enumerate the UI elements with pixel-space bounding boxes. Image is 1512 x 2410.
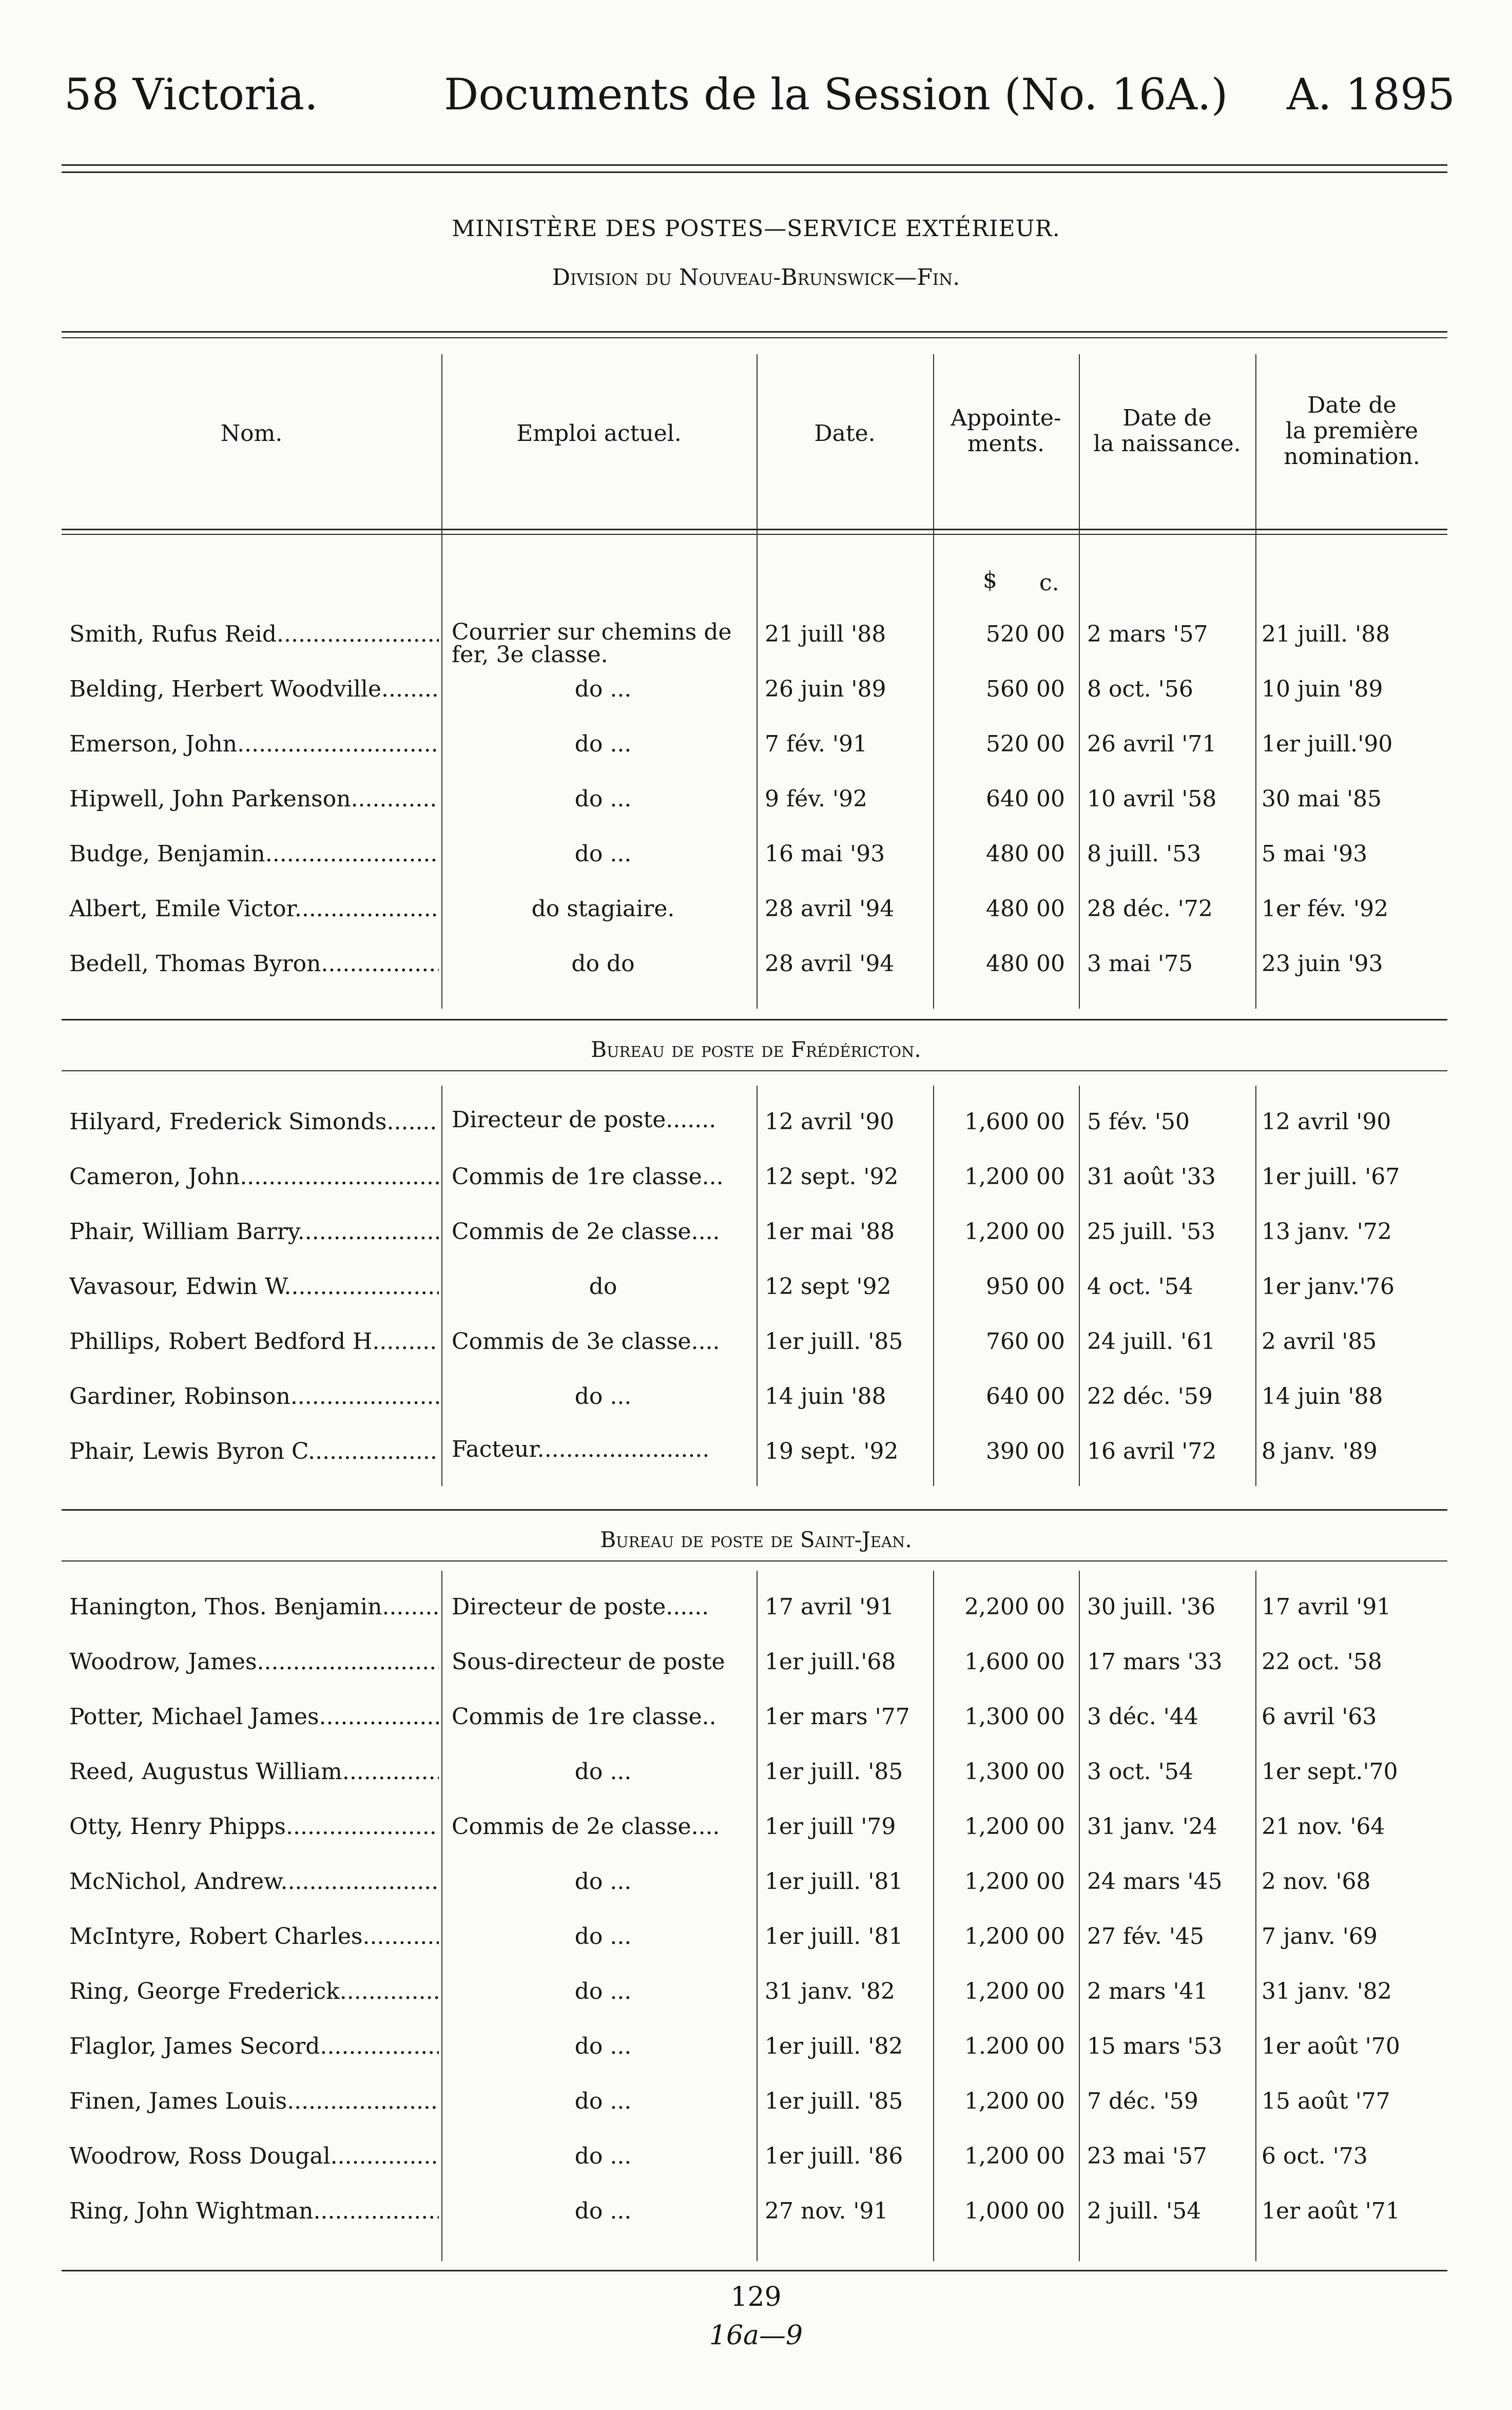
- nomination-date-cell: 17 avril '91: [1262, 1594, 1391, 1620]
- date-cell: 28 avril '94: [765, 951, 895, 977]
- nomination-date-cell: 1er août '71: [1262, 2198, 1400, 2224]
- name-cell: Woodrow, Ross Dougal .....: [69, 2143, 439, 2169]
- date-cell: 1er juill. '86: [765, 2143, 903, 2169]
- nomination-date-cell: 31 janv. '82: [1262, 1978, 1392, 2004]
- nomination-date-cell: 5 mai '93: [1262, 841, 1368, 867]
- table-row: [0, 1978, 1512, 2014]
- session-year-label: 58 Victoria.: [64, 69, 318, 120]
- date-cell: 12 sept '92: [765, 1274, 891, 1300]
- birth-date-cell: 31 janv. '24: [1087, 1814, 1217, 1840]
- table-row: [0, 786, 1512, 822]
- footer-rule: [62, 2270, 1447, 2271]
- nomination-date-cell: 1er sept.'70: [1262, 1759, 1398, 1785]
- position-cell: Commis de 2e classe....: [452, 1219, 720, 1245]
- birth-date-cell: 24 juill. '61: [1087, 1328, 1216, 1355]
- name-cell: Albert, Emile Victor .....: [69, 896, 439, 922]
- name-cell: Phair, William Barry .....: [69, 1219, 439, 1245]
- salary-cell: 950 00: [986, 1274, 1065, 1300]
- name-cell: Gardiner, Robinson .....: [69, 1383, 439, 1410]
- name-cell: McNichol, Andrew .....: [69, 1868, 439, 1895]
- position-cell: do ...: [574, 1978, 632, 2004]
- date-cell: 27 nov. '91: [765, 2198, 888, 2224]
- birth-date-cell: 2 mars '41: [1087, 1978, 1208, 2004]
- name-cell: Smith, Rufus Reid .....: [69, 621, 439, 647]
- position-cell: do ...: [574, 841, 632, 867]
- position-cell: Sous-directeur de poste: [452, 1649, 725, 1675]
- position-cell: Directeur de poste.......: [452, 1107, 716, 1133]
- date-cell: 12 sept. '92: [765, 1164, 899, 1190]
- table-row: [0, 2198, 1512, 2234]
- cents-unit: c.: [1039, 570, 1059, 596]
- salary-cell: 1,200 00: [964, 1219, 1065, 1245]
- table-row: [0, 1219, 1512, 1255]
- table-row: [0, 1594, 1512, 1630]
- position-cell: do ...: [574, 731, 632, 757]
- position-cell: Facteur........................: [452, 1436, 710, 1462]
- nomination-date-cell: 23 juin '93: [1262, 951, 1383, 977]
- column-header-date: Date.: [814, 420, 876, 447]
- salary-cell: 2,200 00: [964, 1594, 1065, 1620]
- signature-mark: 16a—9: [709, 2320, 803, 2351]
- page-number: 129: [730, 2282, 782, 2312]
- birth-date-cell: 7 déc. '59: [1087, 2088, 1198, 2114]
- name-cell: Vavasour, Edwin W. .....: [69, 1274, 439, 1300]
- name-cell: Phillips, Robert Bedford H. .....: [69, 1328, 439, 1355]
- name-cell: Hipwell, John Parkenson .....: [69, 786, 439, 812]
- birth-date-cell: 2 mars '57: [1087, 621, 1208, 647]
- date-cell: 9 fév. '92: [765, 786, 867, 812]
- salary-cell: 520 00: [986, 621, 1065, 647]
- table-row: [0, 2143, 1512, 2179]
- salary-cell: 480 00: [986, 841, 1065, 867]
- position-cell: do ...: [574, 1759, 632, 1785]
- position-cell: do ...: [574, 1383, 632, 1410]
- table-row: [0, 1868, 1512, 1904]
- birth-date-cell: 8 oct. '56: [1087, 676, 1193, 702]
- salary-cell: 1,200 00: [964, 1164, 1065, 1190]
- birth-date-cell: 15 mars '53: [1087, 2033, 1223, 2059]
- salary-cell: 560 00: [986, 676, 1065, 702]
- birth-date-cell: 30 juill. '36: [1087, 1594, 1216, 1620]
- nomination-date-cell: 6 oct. '73: [1262, 2143, 1368, 2169]
- date-cell: 12 avril '90: [765, 1109, 895, 1135]
- page-header: [49, 69, 1455, 126]
- salary-cell: 1.200 00: [964, 2033, 1065, 2059]
- date-cell: 21 juill '88: [765, 621, 886, 647]
- position-cell: do ...: [574, 1868, 632, 1895]
- date-cell: 1er juill. '81: [765, 1868, 903, 1895]
- salary-cell: 760 00: [986, 1328, 1065, 1355]
- header-rule-bottom: [62, 171, 1447, 173]
- birth-date-cell: 16 avril '72: [1087, 1438, 1217, 1464]
- table-row: [0, 896, 1512, 932]
- salary-cell: 1,200 00: [964, 1868, 1065, 1895]
- name-cell: Ring, George Frederick .....: [69, 1978, 439, 2004]
- position-cell: do ...: [574, 1923, 632, 1950]
- table-row: [0, 1383, 1512, 1419]
- date-cell: 16 mai '93: [765, 841, 885, 867]
- table-row: [0, 1649, 1512, 1685]
- salary-cell: 480 00: [986, 896, 1065, 922]
- table-row: [0, 1274, 1512, 1309]
- table-row: [0, 619, 1512, 668]
- salary-cell: 1,200 00: [964, 1978, 1065, 2004]
- name-cell: Ring, John Wightman .....: [69, 2198, 439, 2224]
- position-cell: do ...: [574, 2143, 632, 2169]
- birth-date-cell: 17 mars '33: [1087, 1649, 1223, 1675]
- name-cell: Reed, Augustus William .....: [69, 1759, 439, 1785]
- name-cell: Budge, Benjamin .....: [69, 841, 439, 867]
- position-cell: do stagiaire.: [531, 896, 675, 922]
- column-header-emploi: Emploi actuel.: [516, 420, 682, 447]
- document-title: Documents de la Session (No. 16A.): [444, 69, 1228, 120]
- salary-cell: 520 00: [986, 731, 1065, 757]
- nomination-date-cell: 1er janv.'76: [1262, 1274, 1394, 1300]
- section-rule: [62, 1509, 1447, 1511]
- birth-date-cell: 27 fév. '45: [1087, 1923, 1204, 1950]
- column-header-appointements: Appointe- ments.: [951, 405, 1061, 457]
- date-cell: 17 avril '91: [765, 1594, 895, 1620]
- table-row: [0, 676, 1512, 712]
- table-row: [0, 1328, 1512, 1364]
- name-cell: Hilyard, Frederick Simonds .....: [69, 1109, 439, 1135]
- header-rule-top: [62, 164, 1447, 166]
- date-cell: 28 avril '94: [765, 896, 895, 922]
- birth-date-cell: 3 déc. '44: [1087, 1704, 1198, 1730]
- position-cell: do: [589, 1274, 617, 1300]
- date-cell: 26 juin '89: [765, 676, 886, 702]
- table-row: [0, 2033, 1512, 2069]
- position-cell: do ...: [574, 2033, 632, 2059]
- nomination-date-cell: 10 juin '89: [1262, 676, 1383, 702]
- name-cell: Flaglor, James Secord .....: [69, 2033, 439, 2059]
- birth-date-cell: 10 avril '58: [1087, 786, 1217, 812]
- name-cell: McIntyre, Robert Charles .....: [69, 1923, 439, 1950]
- date-cell: 7 fév. '91: [765, 731, 867, 757]
- nomination-date-cell: 22 oct. '58: [1262, 1649, 1382, 1675]
- position-cell: Commis de 1re classe...: [452, 1164, 724, 1190]
- position-cell: Commis de 2e classe....: [452, 1814, 720, 1840]
- nomination-date-cell: 7 janv. '69: [1262, 1923, 1378, 1950]
- birth-date-cell: 23 mai '57: [1087, 2143, 1208, 2169]
- name-cell: Finen, James Louis .....: [69, 2088, 439, 2114]
- table-row: [0, 841, 1512, 877]
- nomination-date-cell: 12 avril '90: [1262, 1109, 1391, 1135]
- salary-cell: 1,600 00: [964, 1649, 1065, 1675]
- nomination-date-cell: 2 avril '85: [1262, 1328, 1377, 1355]
- column-header-nomination: Date de la première nomination.: [1284, 392, 1420, 470]
- name-cell: Potter, Michael James .....: [69, 1704, 439, 1730]
- nomination-date-cell: 30 mai '85: [1262, 786, 1382, 812]
- section-rule: [62, 1019, 1447, 1020]
- document-year: A. 1895: [1287, 69, 1455, 120]
- table-header-rule-a: [62, 529, 1447, 530]
- nomination-date-cell: 1er fév. '92: [1262, 896, 1389, 922]
- date-cell: 1er mai '88: [765, 1219, 895, 1245]
- position-cell: Commis de 3e classe....: [452, 1328, 720, 1355]
- position-cell: Commis de 1re classe..: [452, 1704, 716, 1730]
- nomination-date-cell: 14 juin '88: [1262, 1383, 1383, 1410]
- date-cell: 31 janv. '82: [765, 1978, 895, 2004]
- section-title: Bureau de poste de Frédéricton.: [591, 1037, 921, 1062]
- date-cell: 1er juill. '81: [765, 1923, 903, 1950]
- birth-date-cell: 4 oct. '54: [1087, 1274, 1193, 1300]
- table-row: [0, 1109, 1512, 1145]
- salary-cell: 1,200 00: [964, 1814, 1065, 1840]
- name-cell: Hanington, Thos. Benjamin. .....: [69, 1594, 439, 1620]
- birth-date-cell: 8 juill. '53: [1087, 841, 1201, 867]
- nomination-date-cell: 21 juill. '88: [1262, 621, 1390, 647]
- salary-cell: 1,600 00: [964, 1109, 1065, 1135]
- salary-cell: 1,200 00: [964, 2088, 1065, 2114]
- table-row: [0, 951, 1512, 987]
- name-cell: Otty, Henry Phipps .....: [69, 1814, 439, 1840]
- birth-date-cell: 25 juill. '53: [1087, 1219, 1216, 1245]
- salary-cell: 1,200 00: [964, 1923, 1065, 1950]
- nomination-date-cell: 15 août '77: [1262, 2088, 1390, 2114]
- table-rule-top-b: [62, 337, 1447, 338]
- birth-date-cell: 26 avril '71: [1087, 731, 1217, 757]
- table-row: [0, 1704, 1512, 1740]
- position-cell: do ...: [574, 786, 632, 812]
- date-cell: 1er juill. '85: [765, 1328, 903, 1355]
- date-cell: 1er juill. '85: [765, 2088, 903, 2114]
- salary-cell: 640 00: [986, 1383, 1065, 1410]
- table-row: [0, 2088, 1512, 2124]
- position-cell: do ...: [574, 2198, 632, 2224]
- nomination-date-cell: 2 nov. '68: [1262, 1868, 1371, 1895]
- nomination-date-cell: 8 janv. '89: [1262, 1438, 1378, 1464]
- birth-date-cell: 3 oct. '54: [1087, 1759, 1193, 1785]
- table-row: [0, 1759, 1512, 1795]
- ministry-title: MINISTÈRE DES POSTES—SERVICE EXTÉRIEUR.: [452, 216, 1060, 242]
- nomination-date-cell: 1er juill. '67: [1262, 1164, 1400, 1190]
- birth-date-cell: 3 mai '75: [1087, 951, 1193, 977]
- date-cell: 1er juill. '82: [765, 2033, 903, 2059]
- table-row: [0, 1164, 1512, 1200]
- table-row: [0, 1923, 1512, 1959]
- birth-date-cell: 22 déc. '59: [1087, 1383, 1213, 1410]
- table-row: [0, 1814, 1512, 1849]
- salary-cell: 640 00: [986, 786, 1065, 812]
- dollar-unit: $: [983, 567, 997, 593]
- section-title-rule: [62, 1560, 1447, 1561]
- name-cell: Phair, Lewis Byron C .....: [69, 1438, 439, 1464]
- birth-date-cell: 31 août '33: [1087, 1164, 1216, 1190]
- name-cell: Emerson, John .....: [69, 731, 439, 757]
- name-cell: Woodrow, James .....: [69, 1649, 439, 1675]
- birth-date-cell: 5 fév. '50: [1087, 1109, 1190, 1135]
- position-cell: Directeur de poste......: [452, 1594, 709, 1620]
- section-title-rule: [62, 1070, 1447, 1071]
- date-cell: 1er mars '77: [765, 1704, 910, 1730]
- salary-cell: 1,200 00: [964, 2143, 1065, 2169]
- birth-date-cell: 28 déc. '72: [1087, 896, 1213, 922]
- nomination-date-cell: 13 janv. '72: [1262, 1219, 1392, 1245]
- salary-cell: 1,300 00: [964, 1704, 1065, 1730]
- birth-date-cell: 2 juill. '54: [1087, 2198, 1201, 2224]
- nomination-date-cell: 1er juill.'90: [1262, 731, 1393, 757]
- salary-cell: 1,300 00: [964, 1759, 1065, 1785]
- nomination-date-cell: 6 avril '63: [1262, 1704, 1377, 1730]
- section-title: Bureau de poste de Saint-Jean.: [600, 1527, 912, 1552]
- salary-cell: 480 00: [986, 951, 1065, 977]
- table-rule-top-a: [62, 331, 1447, 333]
- date-cell: 1er juill.'68: [765, 1649, 896, 1675]
- date-cell: 14 juin '88: [765, 1383, 886, 1410]
- position-cell: do ...: [574, 676, 632, 702]
- name-cell: Bedell, Thomas Byron .....: [69, 951, 439, 977]
- nomination-date-cell: 1er août '70: [1262, 2033, 1400, 2059]
- name-cell: Belding, Herbert Woodville. .....: [69, 676, 439, 702]
- birth-date-cell: 24 mars '45: [1087, 1868, 1223, 1895]
- name-cell: Cameron, John .....: [69, 1164, 439, 1190]
- date-cell: 19 sept. '92: [765, 1438, 899, 1464]
- column-header-naissance: Date de la naissance.: [1093, 405, 1241, 457]
- position-cell: do ...: [574, 2088, 632, 2114]
- position-cell: Courrier sur chemins de fer, 3e classe.: [452, 619, 732, 668]
- salary-cell: 390 00: [986, 1438, 1065, 1464]
- table-row: [0, 731, 1512, 767]
- table-header-rule-b: [62, 534, 1447, 535]
- date-cell: 1er juill. '85: [765, 1759, 903, 1785]
- table-row: [0, 1438, 1512, 1474]
- salary-cell: 1,000 00: [964, 2198, 1065, 2224]
- date-cell: 1er juill '79: [765, 1814, 896, 1840]
- position-cell: do do: [571, 951, 635, 977]
- column-header-nom: Nom.: [220, 420, 283, 447]
- nomination-date-cell: 21 nov. '64: [1262, 1814, 1385, 1840]
- division-subtitle: Division du Nouveau-Brunswick—Fin.: [552, 264, 960, 291]
